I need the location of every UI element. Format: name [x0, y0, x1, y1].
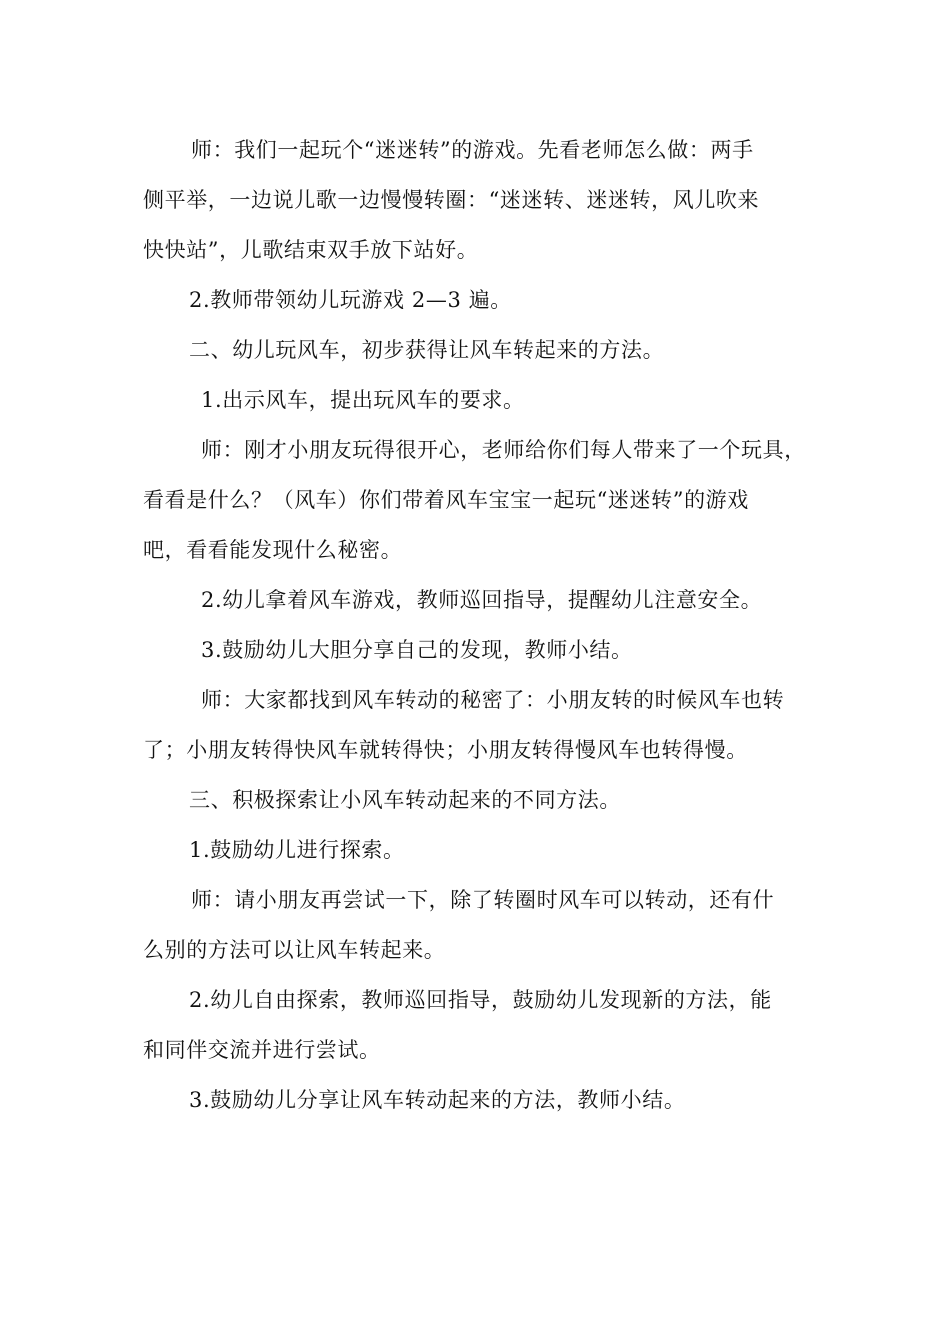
text-line-1: 师：我们一起玩个“迷迷转”的游戏。先看老师怎么做：两手: [191, 138, 754, 162]
text-line-19: 和同伴交流并进行尝试。: [143, 1038, 381, 1062]
section-heading-2: 二、幼儿玩风车，初步获得让风车转起来的方法。: [189, 338, 665, 362]
text-line-6: 1.出示风车，提出玩风车的要求。: [201, 388, 525, 412]
text-line-2: 侧平举，一边说儿歌一边慢慢转圈：“迷迷转、迷迷转，风儿吹来: [143, 188, 760, 212]
text-line-15: 1.鼓励幼儿进行探索。: [189, 838, 405, 862]
text-line-18: 2.幼儿自由探索，教师巡回指导，鼓励幼儿发现新的方法，能: [189, 988, 772, 1012]
section-heading-3: 三、积极探索让小风车转动起来的不同方法。: [189, 788, 621, 812]
text-line-12: 师：大家都找到风车转动的秘密了：小朋友转的时候风车也转: [201, 688, 785, 712]
text-line-8: 看看是什么？（风车）你们带着风车宝宝一起玩“迷迷转”的游戏: [143, 488, 749, 512]
text-line-17: 么别的方法可以让风车转起来。: [143, 938, 446, 962]
text-line-11: 3.鼓励幼儿大胆分享自己的发现，教师小结。: [201, 638, 633, 662]
text-line-20: 3.鼓励幼儿分享让风车转动起来的方法，教师小结。: [189, 1088, 686, 1112]
text-line-16: 师：请小朋友再尝试一下，除了转圈时风车可以转动，还有什: [191, 888, 775, 912]
text-line-3: 快快站”，儿歌结束双手放下站好。: [143, 238, 479, 262]
text-line-10: 2.幼儿拿着风车游戏，教师巡回指导，提醒幼儿注意安全。: [201, 588, 763, 612]
text-line-7: 师：刚才小朋友玩得很开心，老师给你们每人带来了一个玩具，: [201, 438, 806, 462]
text-line-9: 吧，看看能发现什么秘密。: [143, 538, 403, 562]
text-line-13: 了；小朋友转得快风车就转得快；小朋友转得慢风车也转得慢。: [143, 738, 748, 762]
text-line-4: 2.教师带领幼儿玩游戏 2—3 遍。: [189, 288, 512, 312]
